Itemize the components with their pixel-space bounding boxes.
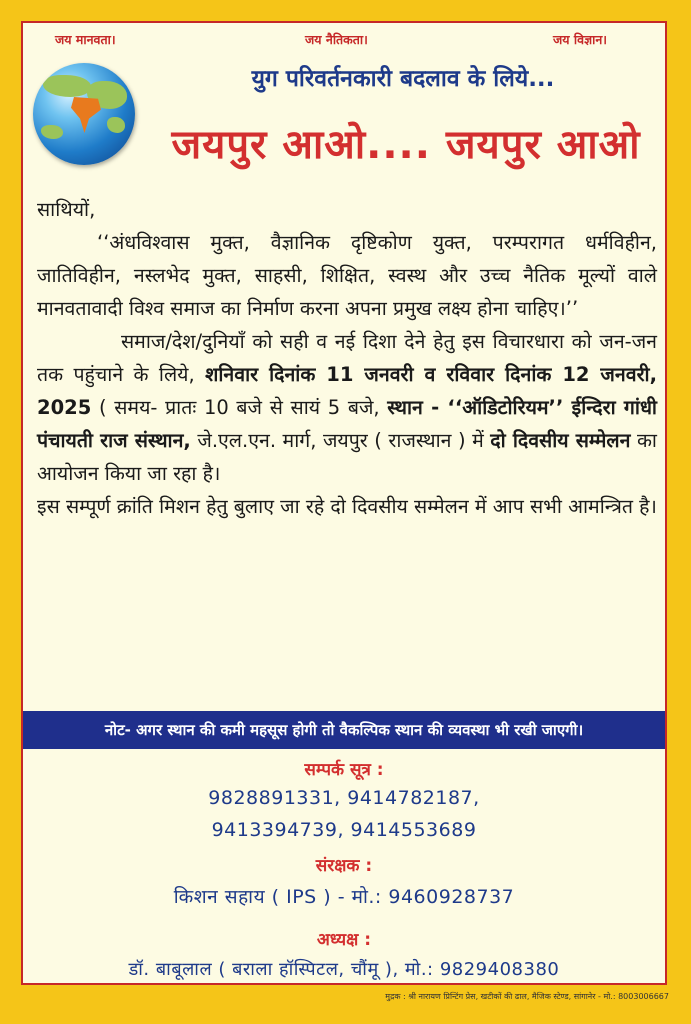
note-banner: नोट- अगर स्थान की कमी महसूस होगी तो वैकल्पिक स्थान की व्यवस्था भी रखी जाएगी। [23, 711, 665, 749]
event-text-1: समाज/देश/दुनियाँ को सही व नई दिशा देने हेतु इस विचारधारा को जन-जन तक पहुंचाने के लिये, [37, 330, 657, 386]
contact-numbers-2: 9413394739, 9414553689 [211, 819, 477, 841]
patron-label: संरक्षक : [315, 856, 373, 876]
salutation: साथियों, [37, 198, 96, 221]
invitation-poster [21, 21, 667, 985]
letter-body [37, 193, 657, 523]
event-paragraph [37, 325, 657, 490]
patron-details: किशन सहाय ( IPS ) - मो.: 9460928737 [173, 886, 515, 908]
event-text-4: का आयोजन किया जा रहा है। [37, 429, 657, 485]
globe-icon [33, 63, 135, 165]
invite-paragraph: इस सम्पूर्ण क्रांति मिशन हेतु बुलाए जा रहे दो दिवसीय सम्मेलन में आप सभी आमन्त्रित है। [37, 495, 657, 518]
event-venue: स्थान - ‘‘ऑडिटोरियम’’ ईन्दिरा गांधी पंचायती राज संस्थान, [37, 396, 657, 452]
quote-paragraph: ‘‘अंधविश्वास मुक्त, वैज्ञानिक दृष्टिकोण युक्त, परम्परागत धर्मविहीन, जातिविहीन, नस्लभेद मुक्त, साहसी, शिक्षित, स्वस्थ और उच्च नैतिक मूल्यों वाले मानवतावादी विश्व समाज का निर्माण करना अपना प्रमुख लक्ष्य होना चाहिए।’’ [37, 231, 657, 320]
headline-title: जयपुर आओ.... जयपुर आओ [171, 122, 641, 168]
slogan-morality: जय नैतिकता। [305, 32, 368, 47]
contact-numbers-1: 9828891331, 9414782187, [208, 787, 480, 809]
event-name: दो दिवसीय सम्मेलन [490, 429, 631, 452]
president-label: अध्यक्ष : [316, 930, 372, 950]
contact-label: सम्पर्क सूत्र : [304, 760, 384, 780]
president-details: डॉ. बाबूलाल ( बराला हॉस्पिटल, चौंमू ), मो.: 9829408380 [128, 959, 560, 980]
slogan-science: जय विज्ञान। [553, 32, 607, 47]
event-dates: शनिवार दिनांक 11 जनवरी व रविवार दिनांक 12 जनवरी, 2025 [37, 363, 658, 419]
printer-credit: मुद्रक : श्री नारायण प्रिन्टिंग प्रेस, खटीकों की ढाल, मैजिक स्टेण्ड, सांगानेर - मो.: 8003006667 [385, 992, 669, 1001]
slogan-humanity: जय मानवता। [55, 32, 116, 47]
event-text-2: ( समय- प्रातः 10 बजे से सायं 5 बजे, [91, 396, 388, 419]
headline-subtitle: युग परिवर्तनकारी बदलाव के लिये... [251, 66, 555, 92]
event-text-3: जे.एल.एन. मार्ग, जयपुर ( राजस्थान ) में [190, 429, 491, 452]
